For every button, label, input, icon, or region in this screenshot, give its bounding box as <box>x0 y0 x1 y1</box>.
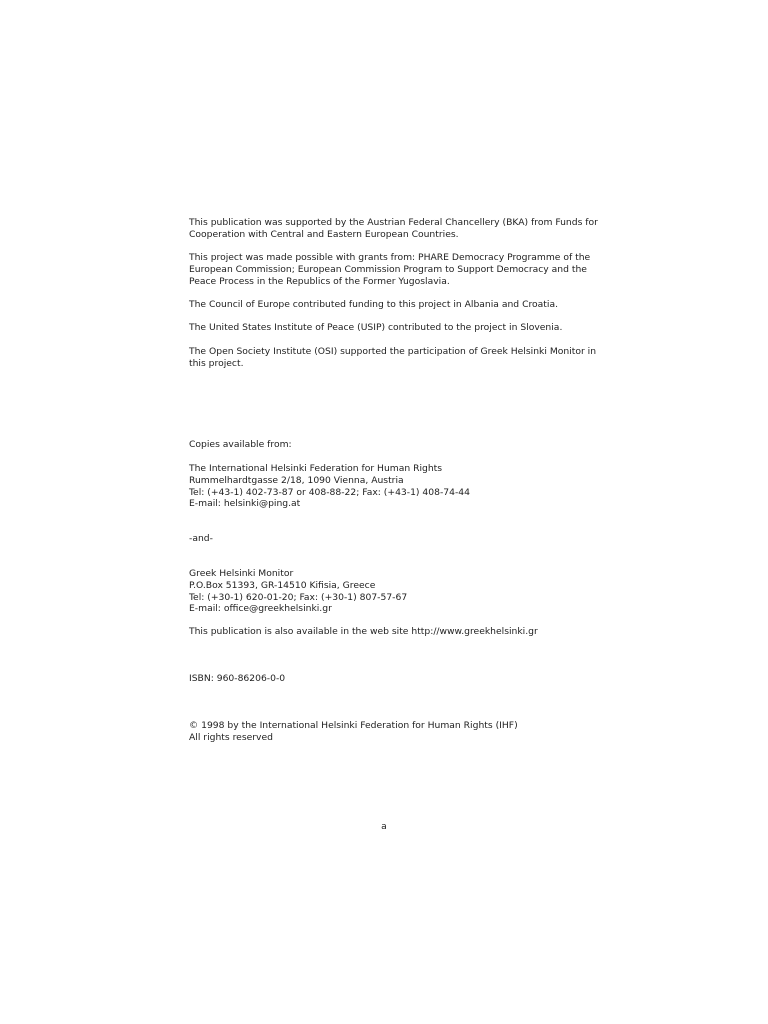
copyright-line: © 1998 by the International Helsinki Federation for Human Rights (IHF) <box>189 720 518 731</box>
isbn <box>189 673 584 685</box>
text-line: This project was made possible with grants from: PHARE Democracy Programme of the <box>189 252 591 263</box>
funding-osi-paragraph <box>189 346 597 370</box>
rights-reserved-line: All rights reserved <box>189 731 273 743</box>
text-line: The Council of Europe contributed funding to this project in Albania and Croatia. <box>189 299 559 310</box>
and-separator <box>189 533 584 545</box>
funding-phare-paragraph <box>189 252 591 287</box>
text-line: The Open Society Institute (OSI) supported the participation of Greek Helsinki Monitor in <box>189 346 597 357</box>
text-line: Cooperation with Central and Eastern European Countries. <box>189 228 459 240</box>
ihf-phone-fax: Tel: (+43-1) 402-73-87 or 408-88-22; Fax: (+43-1) 408-74-44 <box>189 486 470 498</box>
page-number: a <box>381 821 387 832</box>
web-availability-text: This publication is also available in the web site http://www.greekhelsinki.gr <box>189 626 538 637</box>
ghm-address <box>189 568 584 615</box>
funding-council-paragraph <box>189 299 584 311</box>
ihf-name: The International Helsinki Federation for Human Rights <box>189 463 443 474</box>
ghm-email: E-mail: office@greekhelsinki.gr <box>189 603 332 615</box>
ihf-email: E-mail: helsinki@ping.at <box>189 498 301 510</box>
copies-heading <box>189 439 584 451</box>
web-availability <box>189 626 584 638</box>
ihf-address <box>189 463 584 510</box>
and-separator-text: -and- <box>189 533 213 544</box>
text-line: This publication was supported by the Austrian Federal Chancellery (BKA) from Funds for <box>189 217 598 228</box>
ghm-name: Greek Helsinki Monitor <box>189 568 294 579</box>
text-line: The United States Institute of Peace (USIP) contributed to the project in Slovenia. <box>189 322 563 333</box>
copyright-notice <box>189 720 584 744</box>
ihf-street: Rummelhardtgasse 2/18, 1090 Vienna, Austria <box>189 474 404 486</box>
copies-heading-text: Copies available from: <box>189 439 292 450</box>
text-line: this project. <box>189 357 244 369</box>
funding-bka-paragraph <box>189 217 598 241</box>
funding-usip-paragraph <box>189 322 584 334</box>
isbn-text: ISBN: 960-86206-0-0 <box>189 673 286 684</box>
ghm-phone-fax: Tel: (+30-1) 620-01-20; Fax: (+30-1) 807-57-67 <box>189 591 408 603</box>
text-line: Peace Process in the Republics of the Former Yugoslavia. <box>189 275 450 287</box>
text-line: European Commission; European Commission Program to Support Democracy and the <box>189 263 587 275</box>
ghm-pobox: P.O.Box 51393, GR-14510 Kifisia, Greece <box>189 579 376 591</box>
